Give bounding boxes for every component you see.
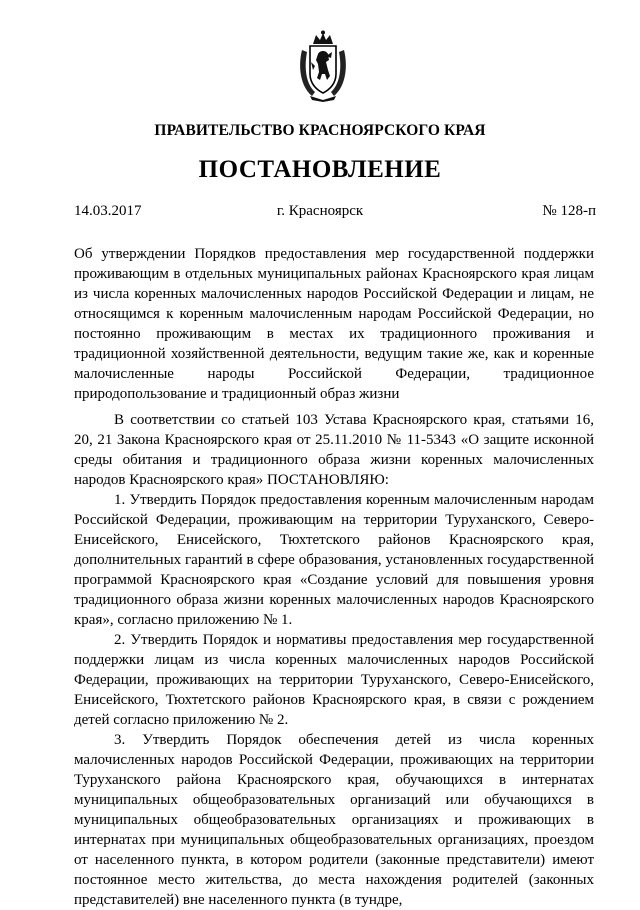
document-body [74,410,594,910]
document-city: г. Красноярск [276,203,364,219]
document-subject: Об утверждении Порядков предоставления мер государственной поддержки проживающим в отдельных муниципальных районах Красноярского края лицам из числа коренных малочисленных народов Российской Федерации и лицам, не относящимся к коренным малочисленным народам Российской Федерации, но постоянно проживающим в местах их традиционного проживания и традиционной хозяйственной деятельности, ведущим такие же, как и коренные малочисленные народы Российской Федерации, традиционное природопользование и традиционный образ жизни [74,246,594,402]
document-type-title: ПОСТАНОВЛЕНИЕ [198,156,442,183]
coat-of-arms-icon [296,30,350,102]
document-date: 14.03.2017 [74,203,142,219]
issuing-authority: ПРАВИТЕЛЬСТВО КРАСНОЯРСКОГО КРАЯ [154,122,486,139]
document-number: № 128-п [542,203,596,219]
clause-2-paragraph: 2. Утвердить Порядок и нормативы предоставления мер государственной поддержки лицам из числа коренных малочисленных народов Российской Федерации, проживающих на территории Туруханского, Северо-Енисейского, Енисейского, Тюхтетского районов Красноярского края, в связи с рождением детей согласно приложению № 2. [74,632,594,728]
clause-1-paragraph: 1. Утвердить Порядок предоставления коренным малочисленным народам Российской Федерации, проживающим на территории Туруханского, Северо-Енисейского, Енисейского, Тюхтетского районов Красноярского края, дополнительных гарантий в сфере образования, установленных государственной программой Красноярского края «Создание условий для повышения уровня традиционного образа жизни коренных малочисленных народов Красноярского края», согласно приложению № 1. [74,492,594,628]
clause-3-paragraph: 3. Утвердить Порядок обеспечения детей из числа коренных малочисленных народов Российской Федерации, проживающих на территории Туруханского района Красноярского края, обучающихся в интернатах муниципальных общеобразовательных организаций или обучающихся в муниципальных общеобразовательных организациях и проживающих в интернатах при муниципальных общеобразовательных организациях, проездом от населенного пункта, в котором родители (законные представители) имеют постоянное место жительства, до места нахождения родителей (законных представителей) вне населенного пункта (в тундре, [74,732,594,908]
preamble-paragraph: В соответствии со статьей 103 Устава Красноярского края, статьями 16, 20, 21 Закона Красноярского края от 25.11.2010 № 11-5343 «О защите исконной среды обитания и традиционного образа жизни коренных малочисленных народов Красноярского края» ПОСТАНОВЛЯЮ: [74,412,594,488]
